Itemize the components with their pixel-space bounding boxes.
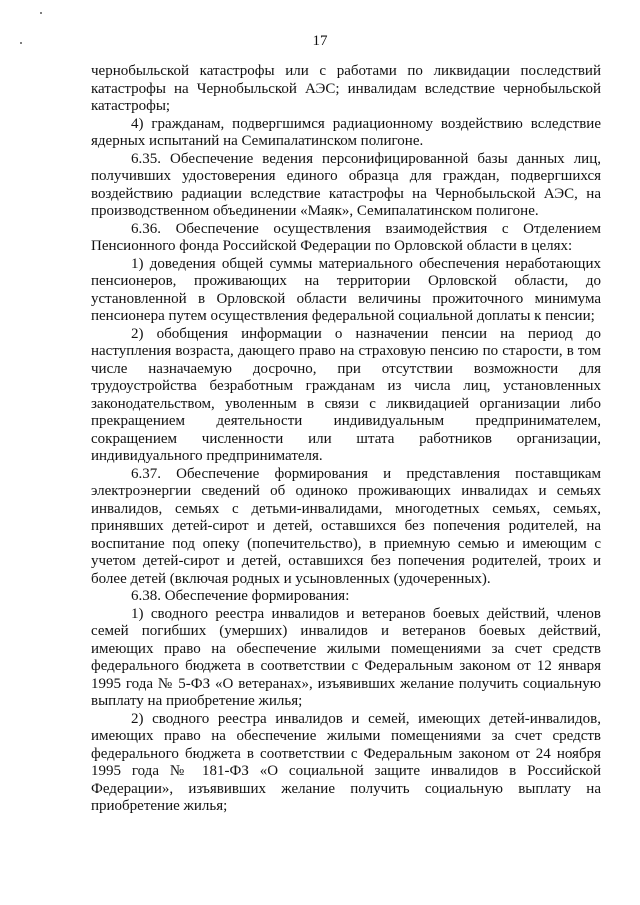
paragraph: 2) обобщения информации о назначении пенсии на период до наступления возраста, дающего право на страховую пенсию по старости, в том числе назначаемую досрочно, при отсутствии возможности для трудоустройства безработным гражданам из числа лиц, установленных законодательством, уволенным в связи с ликвидацией организации либо прекращением деятельности индивидуальным предпринимателем, сокращением численности или штата работников организации, индивидуального предпринимателя. [91, 325, 601, 464]
paragraph: 1) доведения общей суммы материального обеспечения неработающих пенсионеров, проживающих на территории Орловской области, до установленной в Орловской области величины прожиточного минимума пенсионера путем осуществления федеральной социальной доплаты к пенсии; [91, 255, 601, 324]
paragraph: 6.36. Обеспечение осуществления взаимодействия с Отделением Пенсионного фонда Российской Федерации по Орловской области в целях: [91, 220, 601, 254]
paragraph: чернобыльской катастрофы или с работами по ликвидации последствий катастрофы на Чернобыльской АЭС; инвалидам вследствие чернобыльской катастрофы; [91, 63, 601, 114]
paragraph: 6.37. Обеспечение формирования и представления поставщикам электроэнергии сведений об одиноко проживающих инвалидах и семьях инвалидов, семьях с детьми-инвалидами, многодетных семьях, семьях, принявших детей-сирот и детей, оставшихся без попечения родителей, на воспитание под опеку (попечительство), в приемную семью и имеющим с учетом детей-сирот и детей, оставшихся без попечения родителей, троих и более детей (включая родных и усыновленных (удочеренных). [91, 465, 601, 587]
paragraph: 2) сводного реестра инвалидов и семей, имеющих детей-инвалидов, имеющих право на обеспечение жилыми помещениями за счет средств федерального бюджета в соответствии с Федеральным законом от 24 ноября 1995 года № 181-ФЗ «О социальной защите инвалидов в Российской Федерации», изъявивших желание получить социальную выплату на приобретение жилья; [91, 710, 601, 814]
paragraph: 4) гражданам, подвергшимся радиационному воздействию вследствие ядерных испытаний на Семипалатинском полигоне. [91, 115, 601, 149]
paragraph: 6.38. Обеспечение формирования: [131, 588, 350, 604]
page-number: 17 [312, 33, 328, 49]
paragraph: 1) сводного реестра инвалидов и ветеранов боевых действий, членов семей погибших (умерших) инвалидов и ветеранов боевых действий, имеющих право на обеспечение жилыми помещениями за счет средств федерального бюджета в соответствии с Федеральным законом от 12 января 1995 года № 5-ФЗ «О ветеранах», изъявивших желание получить социальную выплату на приобретение жилья; [91, 605, 601, 709]
document-body [91, 63, 601, 816]
paragraph: 6.35. Обеспечение ведения персонифицированной базы данных лиц, получивших удостоверения единого образца для граждан, подвергшихся воздействию радиации вследствие катастрофы на Чернобыльской АЭС, на производственном объединении «Маяк», Семипалатинском полигоне. [91, 150, 601, 219]
scan-artifact [40, 12, 42, 14]
